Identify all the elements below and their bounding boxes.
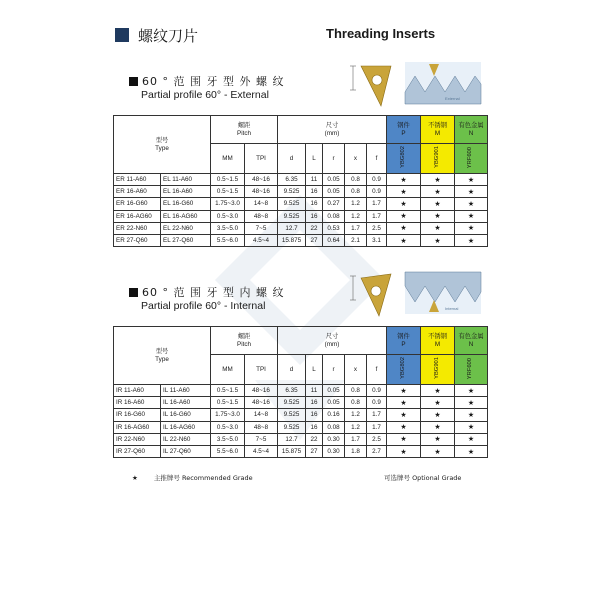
l-header: L: [306, 355, 323, 385]
grade-n-mark-cell: ★: [455, 409, 488, 421]
legend-recommended-text: 主推牌号 Recommended Grade: [153, 474, 253, 482]
size-x-cell: 0.8: [345, 174, 367, 186]
size-x-cell: 0.8: [345, 385, 367, 397]
internal-figure-label: Internal: [445, 306, 459, 311]
pitch-tpi-cell: 14~8: [245, 409, 278, 421]
grade-m-mark-cell: ★: [421, 433, 455, 445]
type-right-cell: ER 22-N60: [114, 222, 161, 234]
type-left-cell: EL 16-AG60: [161, 210, 211, 222]
external-section-title: [129, 73, 284, 89]
grade-n-cn: 有色金属: [458, 333, 484, 340]
size-header-en: (mm): [324, 129, 340, 137]
size-header-cn: 尺寸: [325, 122, 339, 129]
table-row: [114, 234, 488, 246]
type-header-cn: 型号: [155, 348, 169, 355]
external-table-body: [114, 174, 488, 247]
pitch-tpi-cell: 4.5~4: [245, 445, 278, 457]
pitch-header-cn: 螺距: [237, 122, 251, 129]
legend-optional: 可选牌号 Optional Grade: [384, 474, 462, 482]
pitch-mm-cell: 3.5~5.0: [211, 433, 245, 445]
grade-p-mark-cell: ★: [387, 198, 421, 210]
pitch-tpi-cell: 48~8: [245, 210, 278, 222]
legend-star-icon: ★: [132, 474, 138, 482]
size-l-cell: 11: [306, 385, 323, 397]
legend-recommended: [132, 473, 253, 482]
grade-n-mark-cell: ★: [455, 186, 488, 198]
internal-insert-figure: [345, 264, 485, 322]
grade-n-header: [455, 327, 488, 355]
size-d-cell: 15.875: [278, 445, 306, 457]
size-r-cell: 0.05: [323, 186, 345, 198]
type-right-cell: IR 11-A60: [114, 385, 161, 397]
type-left-cell: IL 16-A60: [161, 397, 211, 409]
grade-m-mark-cell: ★: [421, 445, 455, 457]
pitch-mm-cell: 1.75~3.0: [211, 409, 245, 421]
size-r-cell: 0.27: [323, 198, 345, 210]
pitch-mm-cell: 0.5~3.0: [211, 210, 245, 222]
size-l-cell: 22: [306, 433, 323, 445]
l-header: L: [306, 144, 323, 174]
grade-m-mark-cell: ★: [421, 198, 455, 210]
grade-m-mark-cell: ★: [421, 222, 455, 234]
grade-n-mark-cell: ★: [455, 385, 488, 397]
pitch-mm-cell: 0.5~1.5: [211, 174, 245, 186]
size-d-cell: 6.35: [278, 385, 306, 397]
size-l-cell: 27: [306, 445, 323, 457]
size-d-cell: 9.525: [278, 421, 306, 433]
size-l-cell: 16: [306, 210, 323, 222]
size-x-cell: 1.7: [345, 222, 367, 234]
external-insert-figure: [345, 54, 485, 112]
d-header: d: [278, 144, 306, 174]
type-right-cell: IR 16-AG60: [114, 421, 161, 433]
table-row: [114, 433, 488, 445]
type-header-en: Type: [155, 144, 169, 152]
internal-table-body: [114, 385, 488, 458]
table-row: [114, 409, 488, 421]
size-r-cell: 0.30: [323, 445, 345, 457]
size-d-cell: 6.35: [278, 174, 306, 186]
grade-m-mark-cell: ★: [421, 397, 455, 409]
grade-n-mark-cell: ★: [455, 433, 488, 445]
external-title-cn: 60 ° 范 围 牙 型 外 螺 纹: [142, 75, 285, 88]
page-title-en: Threading Inserts: [326, 26, 436, 41]
size-x-cell: 1.8: [345, 445, 367, 457]
size-f-cell: 0.9: [367, 397, 387, 409]
size-header-en: (mm): [324, 340, 340, 348]
type-right-cell: ER 27-Q60: [114, 234, 161, 246]
size-f-cell: 2.7: [367, 445, 387, 457]
type-header: [114, 116, 211, 174]
grade-m-code: M: [434, 340, 441, 348]
r-header: r: [323, 355, 345, 385]
pitch-tpi-cell: 48~16: [245, 186, 278, 198]
grade-n-header: [455, 116, 488, 144]
size-l-cell: 16: [306, 397, 323, 409]
grade-p-mark-cell: ★: [387, 421, 421, 433]
grade-ybg802-header: [387, 355, 421, 385]
f-header: f: [367, 355, 387, 385]
table-row: [114, 198, 488, 210]
size-x-cell: 1.2: [345, 210, 367, 222]
grade-p-cn: 钢件: [397, 122, 410, 129]
x-header: x: [345, 355, 367, 385]
grade-m-mark-cell: ★: [421, 186, 455, 198]
grade-m-code: M: [434, 129, 441, 137]
grade-yrf600-header: [455, 144, 488, 174]
size-f-cell: 1.7: [367, 421, 387, 433]
grade-n-mark-cell: ★: [455, 397, 488, 409]
grade-n-mark-cell: ★: [455, 198, 488, 210]
grade-p-cn: 钢件: [397, 333, 410, 340]
type-right-cell: IR 16-G60: [114, 409, 161, 421]
pitch-tpi-cell: 4.5~4: [245, 234, 278, 246]
size-r-cell: 0.05: [323, 385, 345, 397]
page-title-cn: 螺纹刀片: [138, 27, 199, 45]
grade-n-code: N: [468, 340, 474, 348]
grade-yrf600-label: YRF600: [467, 357, 474, 379]
type-right-cell: IR 27-Q60: [114, 445, 161, 457]
internal-section-title: [129, 284, 284, 300]
size-f-cell: 1.7: [367, 198, 387, 210]
size-d-cell: 12.7: [278, 222, 306, 234]
type-left-cell: IL 27-Q60: [161, 445, 211, 457]
x-header: x: [345, 144, 367, 174]
grade-m-header: [421, 116, 455, 144]
tpi-header: TPI: [245, 355, 278, 385]
table-row: [114, 222, 488, 234]
grade-m-mark-cell: ★: [421, 210, 455, 222]
size-x-cell: 0.8: [345, 186, 367, 198]
size-r-cell: 0.08: [323, 210, 345, 222]
type-left-cell: IL 16-G60: [161, 409, 211, 421]
size-d-cell: 9.525: [278, 409, 306, 421]
pitch-tpi-cell: 14~8: [245, 198, 278, 210]
type-left-cell: IL 22-N60: [161, 433, 211, 445]
grade-m-cn: 不锈钢: [428, 333, 447, 340]
size-l-cell: 16: [306, 421, 323, 433]
pitch-mm-cell: 0.5~3.0: [211, 421, 245, 433]
size-f-cell: 1.7: [367, 210, 387, 222]
size-d-cell: 9.525: [278, 198, 306, 210]
pitch-mm-cell: 5.5~6.0: [211, 234, 245, 246]
type-right-cell: IR 16-A60: [114, 397, 161, 409]
table-row: [114, 397, 488, 409]
header-square: [115, 28, 129, 42]
grade-p-mark-cell: ★: [387, 397, 421, 409]
pitch-header-en: Pitch: [237, 340, 251, 348]
type-left-cell: EL 16-A60: [161, 186, 211, 198]
table-row: [114, 445, 488, 457]
pitch-mm-cell: 3.5~5.0: [211, 222, 245, 234]
table-row: [114, 421, 488, 433]
grade-ybg901-header: [421, 144, 455, 174]
type-left-cell: EL 11-A60: [161, 174, 211, 186]
pitch-header: [211, 327, 278, 355]
d-header: d: [278, 355, 306, 385]
size-r-cell: 0.05: [323, 174, 345, 186]
size-d-cell: 12.7: [278, 433, 306, 445]
size-l-cell: 16: [306, 198, 323, 210]
type-right-cell: ER 16-G60: [114, 198, 161, 210]
size-f-cell: 0.9: [367, 174, 387, 186]
type-left-cell: IL 16-AG60: [161, 421, 211, 433]
size-f-cell: 1.7: [367, 409, 387, 421]
internal-section-subtitle: Partial profile 60° - Internal: [141, 300, 266, 312]
pitch-tpi-cell: 48~16: [245, 174, 278, 186]
size-r-cell: 0.05: [323, 397, 345, 409]
size-r-cell: 0.08: [323, 421, 345, 433]
section-square: [129, 77, 138, 86]
internal-spec-table: [113, 326, 488, 458]
grade-n-mark-cell: ★: [455, 222, 488, 234]
grade-p-header: [387, 116, 421, 144]
grade-m-mark-cell: ★: [421, 234, 455, 246]
section-square: [129, 288, 138, 297]
size-x-cell: 0.8: [345, 397, 367, 409]
grade-ybg901-label: YBG901: [433, 357, 440, 380]
f-header: f: [367, 144, 387, 174]
size-f-cell: 3.1: [367, 234, 387, 246]
grade-m-mark-cell: ★: [421, 409, 455, 421]
grade-n-mark-cell: ★: [455, 210, 488, 222]
grade-p-code: P: [401, 129, 406, 137]
grade-p-mark-cell: ★: [387, 409, 421, 421]
size-f-cell: 0.9: [367, 385, 387, 397]
pitch-header-en: Pitch: [237, 129, 251, 137]
grade-yrf600-label: YRF600: [467, 146, 474, 168]
grade-p-header: [387, 327, 421, 355]
grade-p-mark-cell: ★: [387, 385, 421, 397]
grade-n-mark-cell: ★: [455, 445, 488, 457]
grade-n-mark-cell: ★: [455, 174, 488, 186]
pitch-mm-cell: 0.5~1.5: [211, 397, 245, 409]
pitch-tpi-cell: 7~5: [245, 222, 278, 234]
size-x-cell: 2.1: [345, 234, 367, 246]
size-l-cell: 11: [306, 174, 323, 186]
r-header: r: [323, 144, 345, 174]
grade-yrf600-header: [455, 355, 488, 385]
size-d-cell: 9.525: [278, 210, 306, 222]
pitch-tpi-cell: 48~16: [245, 397, 278, 409]
internal-title-cn: 60 ° 范 围 牙 型 内 螺 纹: [142, 286, 285, 299]
grade-p-mark-cell: ★: [387, 222, 421, 234]
mm-header: MM: [211, 144, 245, 174]
grade-n-mark-cell: ★: [455, 421, 488, 433]
size-l-cell: 27: [306, 234, 323, 246]
type-right-cell: ER 11-A60: [114, 174, 161, 186]
grade-m-mark-cell: ★: [421, 174, 455, 186]
grade-ybg802-header: [387, 144, 421, 174]
size-d-cell: 15.875: [278, 234, 306, 246]
pitch-header: [211, 116, 278, 144]
size-d-cell: 9.525: [278, 186, 306, 198]
type-header-cn: 型号: [155, 137, 169, 144]
type-left-cell: EL 27-Q60: [161, 234, 211, 246]
external-figure-label: External: [445, 96, 460, 101]
grade-m-header: [421, 327, 455, 355]
type-header-en: Type: [155, 355, 169, 363]
type-left-cell: EL 22-N60: [161, 222, 211, 234]
pitch-tpi-cell: 48~8: [245, 421, 278, 433]
grade-p-code: P: [401, 340, 406, 348]
type-right-cell: ER 16-A60: [114, 186, 161, 198]
grade-n-cn: 有色金属: [458, 122, 484, 129]
type-left-cell: IL 11-A60: [161, 385, 211, 397]
external-spec-table: [113, 115, 488, 247]
pitch-tpi-cell: 7~5: [245, 433, 278, 445]
size-f-cell: 2.5: [367, 222, 387, 234]
grade-n-code: N: [468, 129, 474, 137]
grade-p-mark-cell: ★: [387, 186, 421, 198]
grade-ybg901-label: YBG901: [433, 146, 440, 169]
grade-p-mark-cell: ★: [387, 445, 421, 457]
size-d-cell: 9.525: [278, 397, 306, 409]
type-right-cell: ER 16-AG60: [114, 210, 161, 222]
size-header: [278, 327, 387, 355]
grade-m-mark-cell: ★: [421, 421, 455, 433]
tpi-header: TPI: [245, 144, 278, 174]
size-header-cn: 尺寸: [325, 333, 339, 340]
pitch-mm-cell: 1.75~3.0: [211, 198, 245, 210]
size-r-cell: 0.64: [323, 234, 345, 246]
table-row: [114, 385, 488, 397]
type-right-cell: IR 22-N60: [114, 433, 161, 445]
grade-p-mark-cell: ★: [387, 174, 421, 186]
size-f-cell: 2.5: [367, 433, 387, 445]
grade-p-mark-cell: ★: [387, 433, 421, 445]
table-row: [114, 186, 488, 198]
size-r-cell: 0.30: [323, 433, 345, 445]
pitch-header-cn: 螺距: [237, 333, 251, 340]
mm-header: MM: [211, 355, 245, 385]
grade-n-mark-cell: ★: [455, 234, 488, 246]
grade-m-cn: 不锈钢: [428, 122, 447, 129]
size-l-cell: 22: [306, 222, 323, 234]
size-x-cell: 1.2: [345, 198, 367, 210]
size-x-cell: 1.2: [345, 421, 367, 433]
size-l-cell: 16: [306, 409, 323, 421]
pitch-mm-cell: 0.5~1.5: [211, 186, 245, 198]
grade-ybg901-header: [421, 355, 455, 385]
size-r-cell: 0.53: [323, 222, 345, 234]
table-row: [114, 210, 488, 222]
size-f-cell: 0.9: [367, 186, 387, 198]
external-section-subtitle: Partial profile 60° - External: [141, 89, 269, 101]
size-l-cell: 16: [306, 186, 323, 198]
size-header: [278, 116, 387, 144]
size-r-cell: 0.16: [323, 409, 345, 421]
grade-p-mark-cell: ★: [387, 234, 421, 246]
grade-p-mark-cell: ★: [387, 210, 421, 222]
table-row: [114, 174, 488, 186]
pitch-tpi-cell: 48~16: [245, 385, 278, 397]
grade-ybg802-label: YBG802: [399, 357, 406, 380]
type-left-cell: EL 16-G60: [161, 198, 211, 210]
pitch-mm-cell: 5.5~6.0: [211, 445, 245, 457]
size-x-cell: 1.2: [345, 409, 367, 421]
pitch-mm-cell: 0.5~1.5: [211, 385, 245, 397]
grade-m-mark-cell: ★: [421, 385, 455, 397]
grade-ybg802-label: YBG802: [399, 146, 406, 169]
size-x-cell: 1.7: [345, 433, 367, 445]
type-header: [114, 327, 211, 385]
